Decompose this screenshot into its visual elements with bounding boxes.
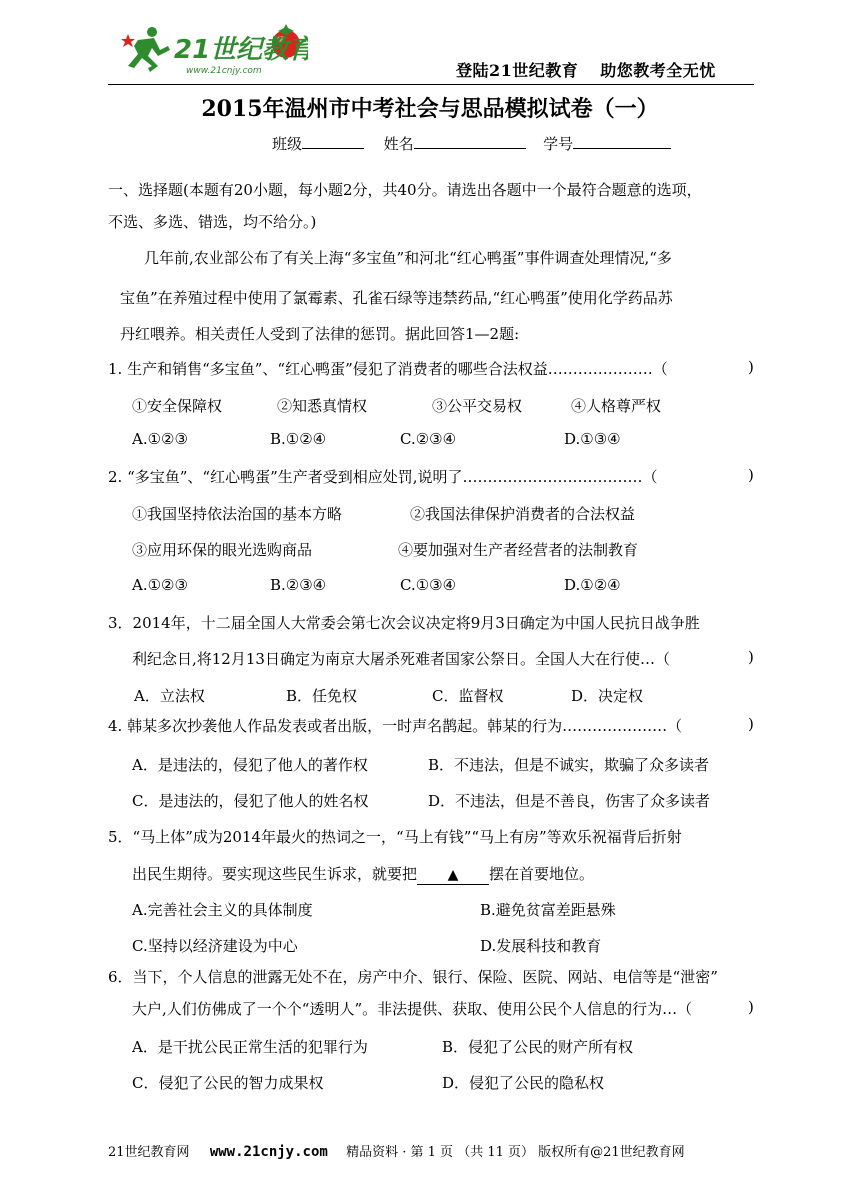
question-1-stem: 1. 生产和销售“多宝鱼”、“红心鸭蛋”侵犯了消费者的哪些合法权益…………………（	[108, 360, 668, 378]
question-4-stem: 4. 韩某多次抄袭他人作品发表或者出版，一时声名鹊起。韩某的行为…………………（	[108, 717, 683, 735]
id-blank[interactable]	[573, 134, 671, 149]
q1-item: ①安全保障权	[132, 397, 223, 415]
answer-paren[interactable]: )	[748, 358, 754, 376]
q2-item: ①我国坚持依法治国的基本方略	[132, 505, 343, 523]
header-divider	[108, 84, 754, 85]
svg-text:www.21cnjy.com: www.21cnjy.com	[186, 66, 262, 76]
q1-option-c[interactable]: C.②③④	[400, 430, 457, 448]
q3-option-b[interactable]: B．任免权	[286, 687, 358, 705]
triangle-marker-icon: ▲	[447, 867, 459, 883]
question-6-stem: 6．当下，个人信息的泄露无处不在，房产中介、银行、保险、医院、网站、电信等是“泄密”	[108, 968, 718, 986]
answer-paren[interactable]: )	[748, 715, 754, 733]
class-blank[interactable]	[302, 134, 364, 149]
question-3-stem: 3．2014年，十二届全国人大常委会第七次会议决定将9月3日确定为中国人民抗日战争胜	[108, 614, 700, 632]
footer-url-link[interactable]: www.21cnjy.com	[209, 1144, 328, 1160]
q2-item: ③应用环保的眼光选购商品	[132, 541, 313, 559]
section-heading: 一、选择题(本题有20小题，每小题2分，共40分。请选出各题中一个最符合题意的选项，	[108, 181, 702, 199]
passage-line: 几年前,农业部公布了有关上海“多宝鱼”和河北“红心鸭蛋”事件调查处理情况,“多	[144, 249, 672, 267]
q1-item: ④人格尊严权	[571, 397, 662, 415]
q5-option-a[interactable]: A.完善社会主义的具体制度	[132, 901, 313, 919]
footer-site: 21世纪教育网	[108, 1145, 190, 1160]
answer-paren[interactable]: )	[748, 648, 754, 666]
q2-item: ④要加强对生产者经营者的法制教育	[398, 541, 639, 559]
header-slogan	[456, 58, 716, 81]
name-blank[interactable]	[414, 134, 526, 149]
logo-graphic	[108, 22, 308, 86]
class-label: 班级	[272, 135, 303, 153]
q4-option-a[interactable]: A．是违法的，侵犯了他人的著作权	[132, 756, 368, 774]
passage-line: 丹红喂养。相关责任人受到了法律的惩罚。据此回答1—2题:	[120, 325, 520, 343]
q1-option-a[interactable]: A.①②③	[132, 430, 188, 448]
page-footer	[108, 1141, 685, 1160]
answer-paren[interactable]: )	[748, 466, 754, 484]
q5-fill-blank[interactable]	[417, 868, 489, 885]
name-label: 姓名	[383, 135, 414, 153]
slogan-left: 登陆21世纪教育	[456, 61, 579, 80]
page-title: 2015年温州市中考社会与思品模拟试卷（一）	[201, 96, 659, 122]
q2-option-a[interactable]: A.①②③	[132, 576, 188, 594]
q1-option-d[interactable]: D.①③④	[564, 430, 621, 448]
footer-info: 精品资料 · 第 1 页 （共 11 页） 版权所有@21世纪教育网	[346, 1145, 685, 1160]
question-5-stem: 5．“马上体”成为2014年最火的热词之一，“马上有钱”“马上有房”等欢乐祝福背后折射	[108, 828, 682, 846]
q2-option-d[interactable]: D.①②④	[564, 576, 621, 594]
q4-option-b[interactable]: B．不违法，但是不诚实，欺骗了众多读者	[428, 756, 710, 774]
question-2-stem: 2. “多宝鱼”、“红心鸭蛋”生产者受到相应处罚,说明了………………………………（	[108, 468, 658, 486]
star-icon	[121, 34, 135, 47]
section-heading-cont: 不选、多选、错选，均不给分。)	[108, 213, 317, 231]
svg-text:21世纪教育: 21世纪教育	[174, 35, 308, 65]
q5-text-after: 摆在首要地位。	[489, 865, 595, 883]
q4-option-c[interactable]: C．是违法的，侵犯了他人的姓名权	[132, 792, 369, 810]
q6-option-d[interactable]: D．侵犯了公民的隐私权	[442, 1074, 605, 1092]
q3-option-d[interactable]: D．决定权	[571, 687, 644, 705]
q2-option-c[interactable]: C.①③④	[400, 576, 457, 594]
question-6-stem-cont: 大户,人们仿佛成了一个个“透明人”。非法提供、获取、使用公民个人信息的行为…（	[132, 1000, 693, 1018]
q5-text-before: 出民生期待。要实现这些民生诉求，就要把	[132, 865, 418, 883]
q5-option-c[interactable]: C.坚持以经济建设为中心	[132, 937, 298, 955]
q4-option-d[interactable]: D．不违法，但是不善良，伤害了众多读者	[428, 792, 711, 810]
q2-item: ②我国法律保护消费者的合法权益	[410, 505, 636, 523]
id-label: 学号	[543, 135, 574, 153]
question-3-stem-cont: 利纪念日,将12月13日确定为南京大屠杀死难者国家公祭日。全国人大在行使…（	[132, 650, 670, 668]
runner-icon	[128, 27, 170, 72]
answer-paren[interactable]: )	[748, 998, 754, 1016]
q6-option-b[interactable]: B．侵犯了公民的财产所有权	[442, 1038, 634, 1056]
passage-line: 宝鱼”在养殖过程中使用了氯霉素、孔雀石绿等违禁药品,“红心鸭蛋”使用化学药品苏	[120, 289, 673, 307]
site-logo	[108, 22, 308, 86]
q1-option-b[interactable]: B.①②④	[270, 430, 327, 448]
q1-item: ③公平交易权	[432, 397, 523, 415]
q3-option-a[interactable]: A．立法权	[134, 687, 205, 705]
q5-option-b[interactable]: B.避免贫富差距悬殊	[480, 901, 616, 919]
q5-option-d[interactable]: D.发展科技和教育	[480, 937, 602, 955]
student-info	[272, 133, 671, 154]
q6-option-c[interactable]: C．侵犯了公民的智力成果权	[132, 1074, 324, 1092]
q1-item: ②知悉真情权	[277, 397, 368, 415]
slogan-right: 助您教考全无忧	[600, 61, 716, 80]
q2-option-b[interactable]: B.②③④	[270, 576, 327, 594]
q3-option-c[interactable]: C．监督权	[432, 687, 504, 705]
question-5-stem-cont	[132, 863, 594, 885]
q6-option-a[interactable]: A．是干扰公民正常生活的犯罪行为	[132, 1038, 368, 1056]
